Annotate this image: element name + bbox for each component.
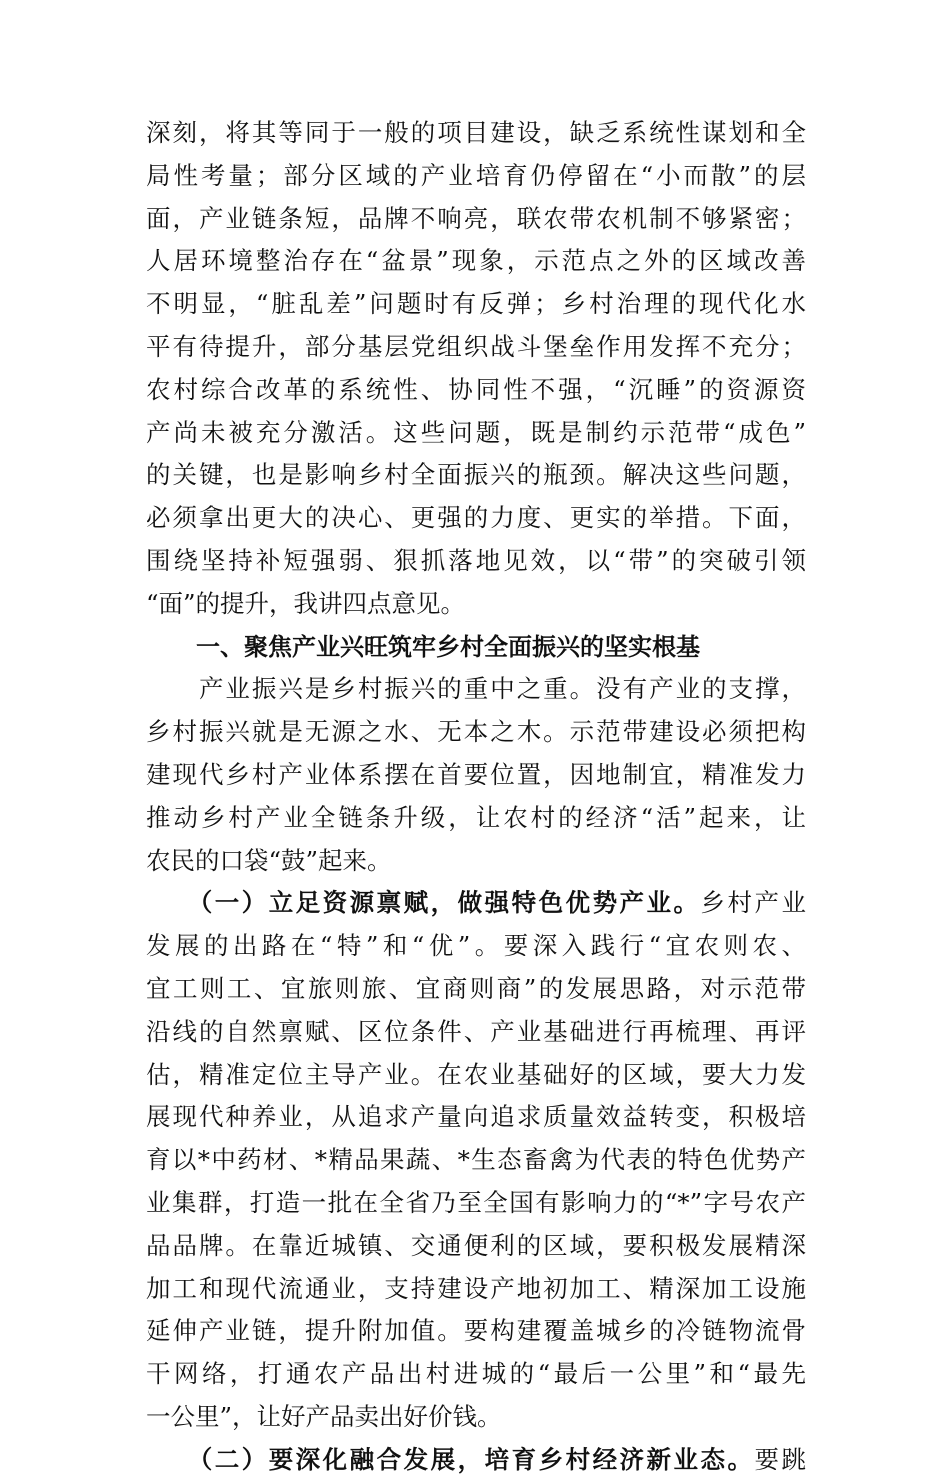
text-line: 展现代种养业，从追求产量向追求质量效益转变，积极培 — [146, 1102, 806, 1132]
subsection-title: （二）要深化融合发展，培育乡村经济新业态。 — [146, 1444, 755, 1474]
text-line: 局性考量；部分区域的产业培育仍停留在“小而散”的层 — [146, 160, 806, 190]
text-line: 围绕坚持补短强弱、狠抓落地见效，以“带”的突破引领 — [146, 545, 806, 575]
text-line — [146, 882, 806, 925]
text-line: 不明显，“脏乱差”问题时有反弹；乡村治理的现代化水 — [146, 289, 806, 319]
subsection1-paragraph — [146, 882, 806, 1438]
intro-paragraph — [146, 112, 806, 626]
text-line: 估，精准定位主导产业。在农业基础好的区域，要大力发 — [146, 1059, 806, 1089]
subsection2-paragraph — [146, 1439, 806, 1482]
text-line: 必须拿出更大的决心、更强的力度、更实的举措。下面， — [146, 503, 806, 533]
text-line: 发展的出路在“特”和“优”。要深入践行“宜农则农、 — [146, 931, 806, 961]
text-line — [146, 1439, 806, 1482]
text-line: 乡村振兴就是无源之水、无本之木。示范带建设必须把构 — [146, 717, 806, 747]
text-line: “面”的提升，我讲四点意见。 — [146, 588, 466, 618]
section1-paragraph — [146, 668, 806, 882]
text-line: 面，产业链条短，品牌不响亮，联农带农机制不够紧密； — [146, 203, 806, 233]
text-line: 品品牌。在靠近城镇、交通便利的区域，要积极发展精深 — [146, 1230, 806, 1260]
text-line: 育以*中药材、*精品果蔬、*生态畜禽为代表的特色优势产 — [146, 1145, 806, 1175]
text-line: 加工和现代流通业，支持建设产地初加工、精深加工设施 — [146, 1273, 806, 1303]
subsection-title: （一）立足资源禀赋，做强特色优势产业。 — [146, 888, 701, 918]
text-line: 深刻，将其等同于一般的项目建设，缺乏系统性谋划和全 — [146, 118, 806, 147]
text-line: 沿线的自然禀赋、区位条件、产业基础进行再梳理、再评 — [146, 1016, 806, 1046]
text-line: 平有待提升，部分基层党组织战斗堡垒作用发挥不充分； — [146, 331, 806, 361]
text-line: 业集群，打造一批在全省乃至全国有影响力的“*”字号农产 — [146, 1187, 806, 1217]
section-heading: 一、聚焦产业兴旺筑牢乡村全面振兴的坚实根基 — [196, 632, 700, 661]
text-line: 干网络，打通农产品出村进城的“最后一公里”和“最先 — [146, 1359, 806, 1389]
text-line: 推动乡村产业全链条升级，让农村的经济“活”起来，让 — [146, 802, 806, 832]
document-page — [146, 112, 806, 1482]
text-line: 建现代乡村产业体系摆在首要位置，因地制宜，精准发力 — [146, 759, 806, 789]
text-line: 农村综合改革的系统性、协同性不强，“沉睡”的资源资 — [146, 374, 806, 404]
subsection-text: 乡村产业 — [700, 888, 806, 918]
text-line: 农民的口袋“鼓”起来。 — [146, 845, 392, 875]
text-line: 一公里”，让好产品卖出好价钱。 — [146, 1401, 502, 1431]
text-line: 的关键，也是影响乡村全面振兴的瓶颈。解决这些问题， — [146, 460, 806, 490]
subsection-text: 要跳 — [754, 1444, 807, 1474]
text-line: 人居环境整治存在“盆景”现象，示范点之外的区域改善 — [146, 246, 806, 276]
text-line: 产尚未被充分激活。这些问题，既是制约示范带“成色” — [146, 417, 806, 447]
text-line: 延伸产业链，提升附加值。要构建覆盖城乡的冷链物流骨 — [146, 1316, 806, 1346]
text-line: 宜工则工、宜旅则旅、宜商则商”的发展思路，对示范带 — [146, 973, 806, 1003]
text-line: 产业振兴是乡村振兴的重中之重。没有产业的支撑， — [146, 674, 806, 704]
